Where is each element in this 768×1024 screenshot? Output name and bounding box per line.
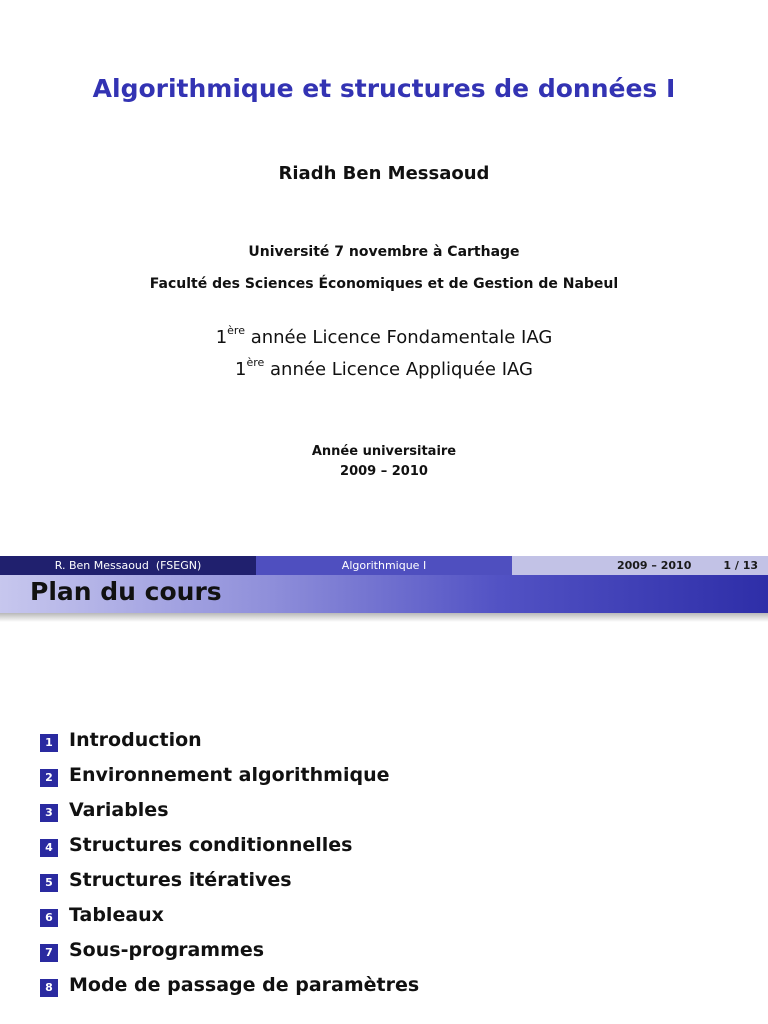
frame-title-shadow [0, 613, 768, 622]
item-label: Structures itératives [69, 868, 292, 891]
item-label: Introduction [69, 728, 202, 751]
item-number-box: 5 [40, 874, 58, 892]
list-item [40, 967, 740, 1002]
frame-title: Plan du cours [30, 577, 222, 606]
slide-footer [0, 556, 768, 575]
list-item [40, 897, 740, 932]
item-number-box: 2 [40, 769, 58, 787]
licence-year-superscript: ère [227, 324, 245, 337]
licence-fondamentale [0, 324, 768, 348]
list-item [40, 862, 740, 897]
item-label: Environnement algorithmique [69, 763, 390, 786]
author-name: Riadh Ben Messaoud [278, 163, 490, 184]
licence-text: année Licence Fondamentale IAG [244, 327, 553, 348]
item-label: Variables [69, 798, 169, 821]
item-number-box: 7 [40, 944, 58, 962]
licence-year-superscript: ère [246, 356, 265, 369]
institute-university: Université 7 novembre à Carthage [248, 244, 520, 260]
presentation-title: Algorithmique et structures de données I [92, 74, 676, 103]
list-item [40, 792, 740, 827]
item-label: Mode de passage de paramètres [69, 973, 420, 996]
list-item [40, 827, 740, 862]
list-item [40, 722, 740, 757]
licence-year-number: 1 [235, 359, 247, 380]
item-number-box: 6 [40, 909, 58, 927]
footer-short-title-text: Algorithmique I [341, 559, 427, 572]
licence-text: année Licence Appliquée IAG [264, 359, 533, 380]
footer-page-number: 1 / 13 [723, 559, 758, 572]
academic-year-label: Année universitaire [311, 444, 457, 459]
item-number-box: 3 [40, 804, 58, 822]
footer-author-text: R. Ben Messaoud (FSEGN) [54, 559, 202, 572]
academic-year-value: 2009 – 2010 [340, 464, 428, 479]
institute-faculty: Faculté des Sciences Économiques et de Gestion de Nabeul [149, 276, 619, 292]
course-outline-list [40, 722, 740, 1002]
list-item [40, 757, 740, 792]
item-label: Structures conditionnelles [69, 833, 353, 856]
item-number-box: 8 [40, 979, 58, 997]
frame-title-bar [0, 575, 768, 613]
licence-appliquee [0, 356, 768, 380]
item-number-box: 1 [40, 734, 58, 752]
list-item [40, 932, 740, 967]
footer-short-title [256, 556, 512, 575]
footer-date: 2009 – 2010 [616, 559, 692, 572]
item-number-box: 4 [40, 839, 58, 857]
footer-author [0, 556, 256, 575]
item-label: Sous-programmes [69, 938, 265, 961]
footer-date-page [512, 556, 768, 575]
item-label: Tableaux [69, 903, 164, 926]
licence-year-number: 1 [215, 327, 228, 348]
